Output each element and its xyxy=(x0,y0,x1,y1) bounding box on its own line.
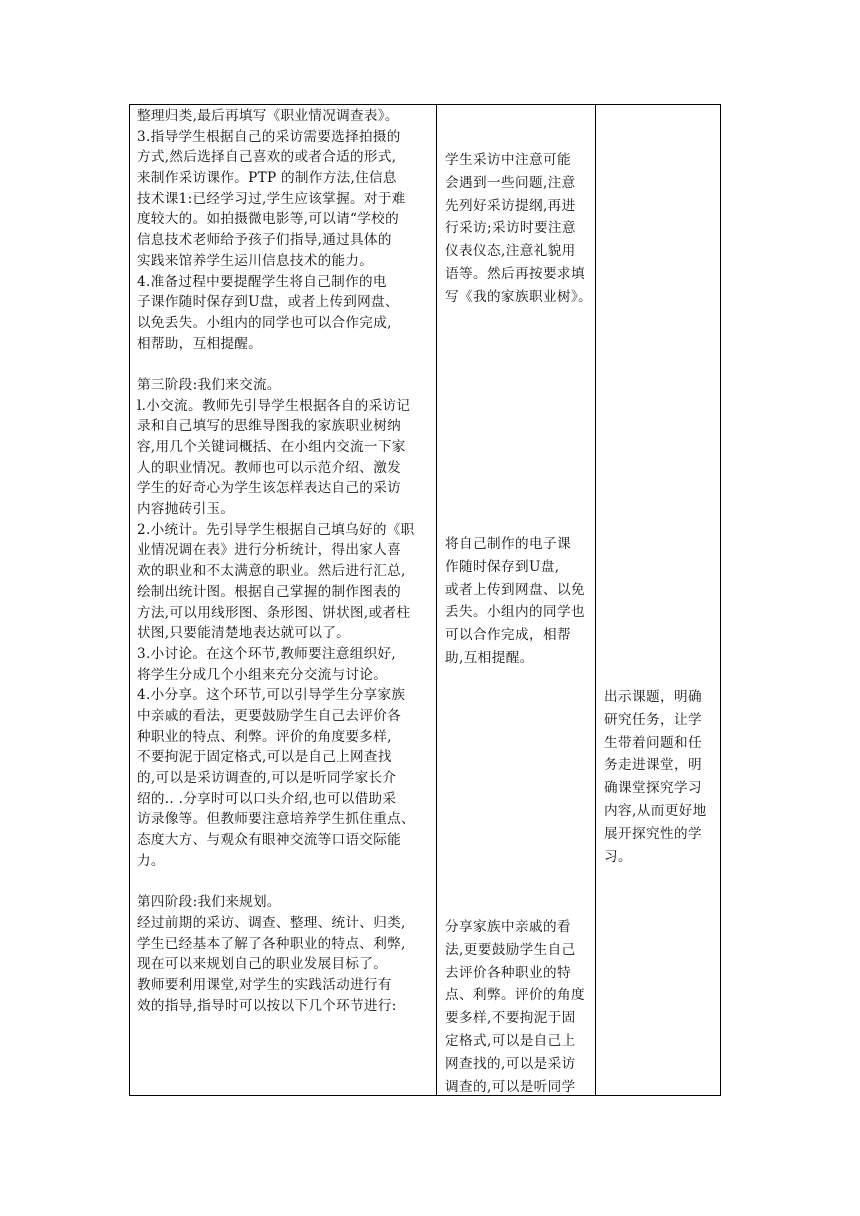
student-activity-block-1 xyxy=(445,149,591,309)
text-line: 丢失。小组内的同学也 xyxy=(445,604,585,621)
text-line: 方法,可以用线形图、条形图、饼状图,或者柱 xyxy=(137,604,411,621)
text-line: 定格式,可以是自己上 xyxy=(445,1032,576,1049)
text-line: 欢的职业和不太满意的职业。然后进行汇总, xyxy=(137,563,406,580)
text-line: 或者上传到网盘、以免 xyxy=(445,581,585,598)
student-activity-block-2 xyxy=(445,533,591,670)
text-line: 研究任务，让学 xyxy=(604,711,702,728)
text-line: 录和自己填写的思维导图我的家族职业树纳 xyxy=(137,418,401,435)
text-line: 状图,只要能清楚地表达就可以了。 xyxy=(137,625,351,642)
text-line: 点、利弊。评价的角度 xyxy=(445,987,585,1004)
text-line: 子课作随时保存到U盘，或者上传到网盘、 xyxy=(137,294,399,311)
text-line: 作随时保存到U盘, xyxy=(445,558,560,575)
text-line: 相帮助，互相提醒。 xyxy=(137,335,263,352)
text-line: 分享家族中亲戚的看 xyxy=(445,919,571,935)
text-line: 实践来馆养学生运川信息技术的能力。 xyxy=(137,252,374,269)
text-line: 会遇到一些问题,注意 xyxy=(445,174,576,191)
text-line: 2.小统计。先引导学生根据自己填乌好的《职 xyxy=(137,521,415,538)
text-line xyxy=(137,354,432,375)
text-line: 将学生分成几个小组来充分交流与讨论。 xyxy=(137,666,388,683)
text-line: 确课堂探究学习 xyxy=(604,780,702,797)
text-line: 内容抛砖引玉。 xyxy=(137,501,235,518)
text-line: 出示课题，明确 xyxy=(604,689,702,705)
text-line: 经过前期的采访、调查、整理、统计、归类, xyxy=(137,914,406,931)
text-line: 绍的.. .分享时可以口头介绍,也可以借助采 xyxy=(137,790,397,807)
text-line: 习。 xyxy=(604,848,632,865)
text-line: 第四阶段:我们来规划。 xyxy=(137,894,281,911)
text-line: 不要拘泥于固定格式,可以是自己上网查找 xyxy=(137,749,392,766)
text-line: 中亲戚的看法，更要鼓励学生自己去评价各 xyxy=(137,707,401,724)
text-line: 种职业的特点、利弊。评价的角度要多样, xyxy=(137,728,392,745)
text-line: 以免丢失。小组内的同学也可以合作完成, xyxy=(137,314,392,331)
text-line: 将自己制作的电子课 xyxy=(445,536,571,552)
text-line: 学生采访中注意可能 xyxy=(445,152,571,168)
text-line: 网查找的,可以是采访 xyxy=(445,1055,576,1072)
text-line: 语等。然后再按要求填 xyxy=(445,265,585,282)
text-line: 3.指导学生根据自己的采访需要选择拍摄的 xyxy=(137,128,401,145)
text-line: 效的指导,指导时可以按以下几个环节进行: xyxy=(137,997,397,1014)
text-line: 信息技术老师给予孩子们指导,通过具体的 xyxy=(137,232,392,249)
text-line: 先列好采访提纲,再进 xyxy=(445,197,576,214)
text-line: 助,互相提醒。 xyxy=(445,649,534,666)
text-line: 写《我的家族职业树》。 xyxy=(445,288,593,305)
text-line: 3.小讨论。在这个环节,教师要注意组织好, xyxy=(137,645,397,662)
text-line: 4.小分享。这个环节,可以引导学生分享家族 xyxy=(137,687,406,704)
text-line: 度较大的。如拍摄微电影等,可以请“学校的 xyxy=(137,211,399,228)
text-line: 方式,然后选择自己喜欢的或者合适的形式, xyxy=(137,149,397,166)
text-line: 力。 xyxy=(137,852,165,869)
text-line: 访录像等。但教师要注意培养学生抓住重点、 xyxy=(137,811,415,828)
text-line: 展开探究性的学 xyxy=(604,825,702,842)
text-line: 可以合作完成，相帮 xyxy=(445,627,571,644)
text-line: 业情况调在表》进行分析统计，得出家人喜 xyxy=(137,542,401,559)
text-line: 法,更要鼓励学生自己 xyxy=(445,941,576,958)
text-line: 教师要利用课堂,对学生的实践活动进行有 xyxy=(137,976,392,993)
text-line: 去评价各种职业的特 xyxy=(445,964,571,981)
lesson-plan-table xyxy=(129,104,721,1096)
text-line: 仪表仪态,注意礼貌用 xyxy=(445,243,576,260)
text-line: 人的职业情况。教师也可以示范介绍、激发 xyxy=(137,459,401,476)
text-line: 容,用几个关键词概括、在小组内交流一下家 xyxy=(137,439,406,455)
student-activity-cell xyxy=(437,105,596,1095)
text-line: 学生已经基本了解了各种职业的特点、利弊, xyxy=(137,935,406,952)
text-line: 的,可以是采访调查的,可以是听同学家长介 xyxy=(137,770,397,786)
text-line: 务走进课堂，明 xyxy=(604,757,702,774)
text-line: 调查的,可以是听同学 xyxy=(445,1078,576,1095)
teaching-process-cell xyxy=(130,105,437,1095)
student-activity-block-3 xyxy=(445,916,591,1098)
teaching-process-text xyxy=(137,106,432,1016)
text-line xyxy=(137,871,432,892)
text-line: 态度大方、与观众有眼神交流等口语交际能 xyxy=(137,832,401,849)
text-line: 4.准备过程中要提醒学生将自己制作的电 xyxy=(137,273,387,290)
text-line: 行采访;采访时要注意 xyxy=(445,220,576,237)
text-line: 技术课1:已经学习过,学生应该掌握。对于难 xyxy=(137,190,406,207)
text-line: 第三阶段:我们来交流。 xyxy=(137,376,281,393)
text-line: 现在可以来规划自己的职业发展目标了。 xyxy=(137,956,388,973)
design-intent-cell xyxy=(596,105,720,1095)
design-intent-block xyxy=(604,686,716,868)
text-line: 内容,从而更好地 xyxy=(604,802,707,819)
text-line: 绘制出统计图。根据自己掌握的制作图表的 xyxy=(137,583,401,600)
text-line: 来制作采访课作。PTP 的制作方法,住信息 xyxy=(137,170,397,187)
text-line: 生带着问题和任 xyxy=(604,734,702,751)
text-line: 要多样,不要拘泥于固 xyxy=(445,1010,576,1027)
text-line: 学生的好奇心为学生该怎样表达自己的采访 xyxy=(137,480,401,497)
text-line: 整理归类,最后再填写《职业情况调查表》。 xyxy=(137,108,399,124)
text-line: l.小交流。教师先引导学生根据各自的采访记 xyxy=(137,397,411,414)
